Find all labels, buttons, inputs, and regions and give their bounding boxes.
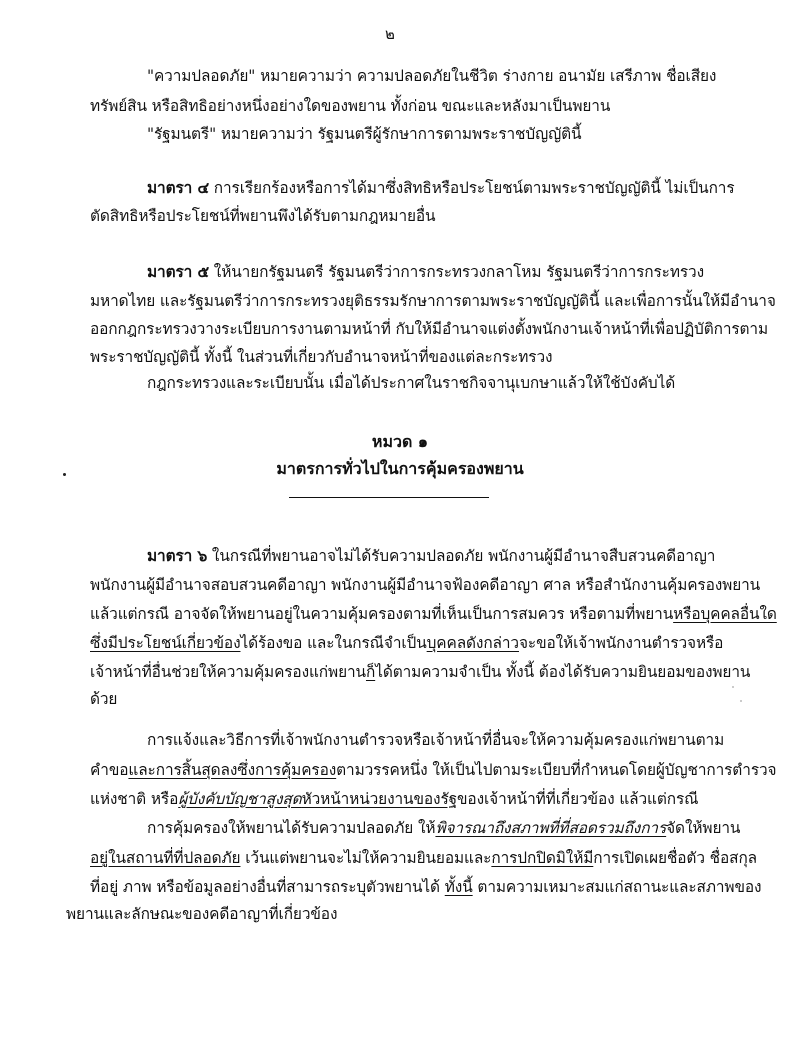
section-4-label: มาตรา ๔ — [147, 179, 209, 197]
section-4-line-1 — [147, 178, 735, 198]
section-4-line-2: ตัดสิทธิหรือประโยชน์ที่พยานพึงได้รับตามกฎหมายอื่น — [90, 207, 436, 225]
para2-line-2-text-b: ตามวรรคหนึ่ง ให้เป็นไปตามระเบียบที่กำหนดโดยผู้บัญชาการตำรวจ — [336, 761, 777, 779]
para2-line-3-text-a: แห่งชาติ หรือ — [90, 790, 179, 808]
underlined-safe-place: อยู่ในสถานที่ที่ปลอดภัย — [90, 849, 241, 867]
section-6-line-4 — [90, 633, 723, 653]
underlined-other-person: หรือบุคคลอื่นใด — [673, 605, 777, 623]
para3-line-2-text-a: เว้นแต่พยานจะไม่ให้ความยินยอมและ — [240, 849, 492, 867]
section-6-line-5-text-b: ได้ตามความจำเป็น ทั้งนี้ ต้องได้รับความยินยอมของพยาน — [375, 663, 751, 681]
section-6-line-4-text-a: ได้ร้องขอ และในกรณีจำเป็น — [240, 634, 427, 652]
section-6-line-3 — [90, 604, 777, 624]
para3-line-3-text-a: ที่อยู่ ภาพ หรือข้อมูลอย่างอื่นที่สามารถระบุตัวพยานได้ — [90, 878, 445, 896]
section-5-label: มาตรา ๕ — [147, 263, 209, 281]
chapter-title: มาตรการทั่วไปในการคุ้มครองพยาน — [276, 459, 524, 478]
section-5-text: ให้นายกรัฐมนตรี รัฐมนตรีว่าการกระทรวงกลาโหม รัฐมนตรีว่าการกระทรวง — [209, 263, 705, 281]
section-6-para2-line-3 — [90, 789, 698, 809]
underlined-agency-head: หัวหน้าหน่วยงานของรัฐ — [301, 790, 458, 808]
page-number: ๒ — [385, 25, 395, 43]
section-6-para2-line-2 — [90, 760, 776, 780]
underlined-concealment: การปกปิดมิให้มี — [491, 849, 594, 867]
section-6-para3-line-3 — [90, 877, 761, 897]
underlined-provided: ทั้งนี้ — [444, 878, 473, 896]
underlined-interested-party: ซึ่งมีประโยชน์เกี่ยวข้อง — [90, 634, 241, 652]
underlined-consideration: พิจารณาถึงสภาพที่ที่สอดรวมถึงการ — [435, 819, 667, 837]
para3-line-3-text-b: ตามความเหมาะสมแก่สถานะและสภาพของ — [472, 878, 762, 896]
section-6-line-1 — [147, 546, 715, 566]
section-6-para3-line-2 — [90, 848, 757, 868]
margin-mark — [63, 473, 66, 476]
section-6-line-5-text-a: เจ้าหน้าที่อื่นช่วยให้ความคุ้มครองแก่พยาน — [90, 663, 366, 681]
section-5-line-5: กฎกระทรวงและระเบียบนั้น เมื่อได้ประกาศในราชกิจจานุเบกษาแล้วให้ใช้บังคับได้ — [147, 374, 676, 392]
section-6-label: มาตรา ๖ — [147, 547, 208, 565]
section-5-line-4: พระราชบัญญัตินี้ ทั้งนี้ ในส่วนที่เกี่ยวกับอำนาจหน้าที่ของแต่ละกระทรวง — [90, 348, 553, 366]
section-6-line-5 — [90, 662, 750, 682]
section-6-text: ในกรณีที่พยานอาจไม่ได้รับความปลอดภัย พนักงานผู้มีอำนาจสืบสวนคดีอาญา — [207, 547, 716, 565]
chapter-divider — [289, 497, 489, 498]
definition-safety-line-1: "ความปลอดภัย" หมายความว่า ความปลอดภัยในชีวิต ร่างกาย อนามัย เสรีภาพ ชื่อเสียง — [147, 67, 717, 85]
section-6-para3-line-1 — [147, 818, 740, 838]
section-4-text: การเรียกร้องหรือการได้มาซึ่งสิทธิหรือประโยชน์ตามพระราชบัญญัตินี้ ไม่เป็นการ — [209, 179, 735, 197]
section-6-para3-line-4: พยานและลักษณะของคดีอาญาที่เกี่ยวข้อง — [66, 905, 338, 923]
section-5-line-2: มหาดไทย และรัฐมนตรีว่าการกระทรวงยุติธรรมรักษาการตามพระราชบัญญัตินี้ และเพื่อการนั้นให้มีอำนาจ — [90, 292, 776, 310]
section-6-line-4-text-b: จะขอให้เจ้าพนักงานตำรวจหรือ — [518, 634, 724, 652]
section-6-line-3-text: แล้วแต่กรณี อาจจัดให้พยานอยู่ในความคุ้มครองตามที่เห็นเป็นการสมควร หรือตามที่พยาน — [90, 605, 674, 623]
section-6-line-2: พนักงานผู้มีอำนาจสอบสวนคดีอาญา พนักงานผู้มีอำนาจฟ้องคดีอาญา ศาล หรือสำนักงานคุ้มครองพยาน — [90, 576, 761, 594]
para2-line-3-text-b: ของเจ้าหน้าที่ที่เกี่ยวข้อง แล้วแต่กรณี — [457, 790, 699, 808]
section-6-line-6: ด้วย — [90, 690, 118, 708]
underlined-supreme-commander: ผู้บังคับบัญชาสูงสุด — [178, 790, 302, 808]
section-5-line-1 — [147, 262, 704, 282]
underlined-also: ก็ — [365, 663, 376, 681]
para3-line-1-text-b: จัดให้พยาน — [666, 819, 741, 837]
scan-speck — [732, 686, 734, 688]
para2-line-2-text-a: คำขอ — [90, 761, 129, 779]
chapter-number: หมวด ๑ — [371, 432, 429, 451]
definition-minister-line: "รัฐมนตรี" หมายความว่า รัฐมนตรีผู้รักษาการตามพระราชบัญญัตินี้ — [147, 125, 582, 143]
underlined-termination: และการสิ้นสุดลงซึ่งการคุ้มครอง — [128, 761, 337, 779]
section-6-para2-line-1: การแจ้งและวิธีการที่เจ้าพนักงานตำรวจหรือเจ้าหน้าที่อื่นจะให้ความคุ้มครองแก่พยานตาม — [147, 731, 725, 749]
underlined-such-person: บุคคลดังกล่าว — [426, 634, 519, 652]
para3-line-1-text-a: การคุ้มครองให้พยานได้รับความปลอดภัย ให้ — [147, 819, 436, 837]
section-5-line-3: ออกกฎกระทรวงวางระเบียบการงานตามหน้าที่ กับให้มีอำนาจแต่งตั้งพนักงานเจ้าหน้าที่เพื่อปฏิบัติการตาม — [90, 320, 769, 338]
scan-speck — [740, 700, 742, 702]
para3-line-2-text-b: การเปิดเผยชื่อตัว ชื่อสกุล — [593, 849, 757, 867]
definition-safety-line-2: ทรัพย์สิน หรือสิทธิอย่างหนึ่งอย่างใดของพยาน ทั้งก่อน ขณะและหลังมาเป็นพยาน — [90, 97, 611, 115]
